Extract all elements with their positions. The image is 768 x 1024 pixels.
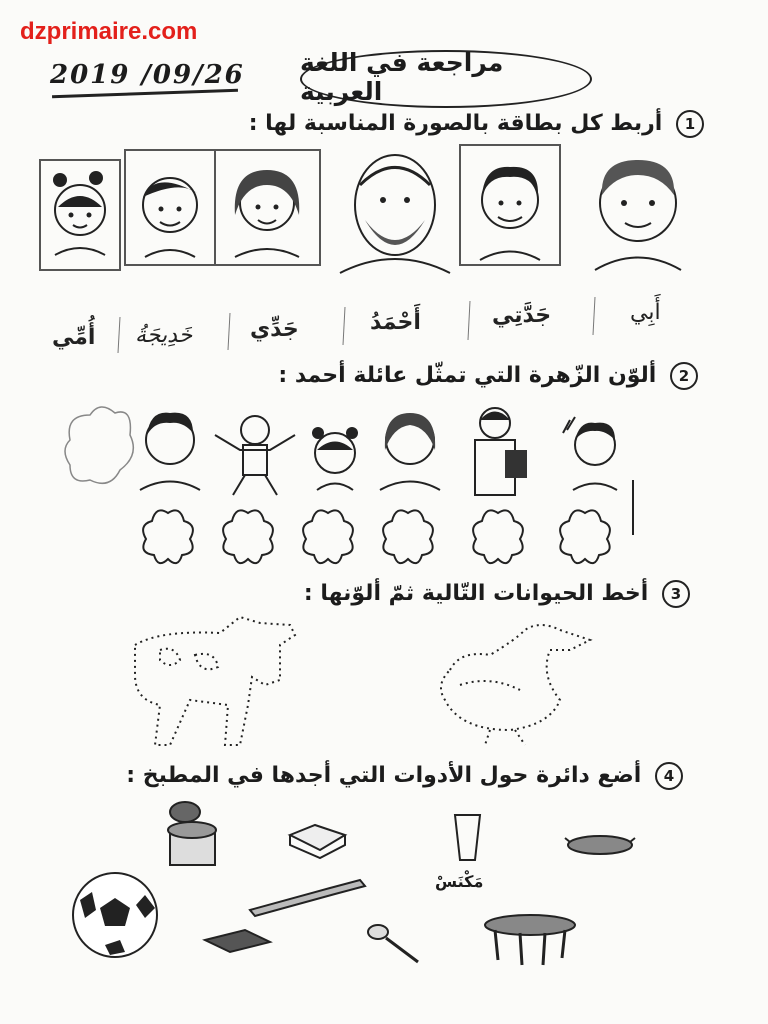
dotted-cow[interactable] [135,617,295,745]
knife[interactable] [250,880,365,916]
section-1-instruction: أربط كل بطاقة بالصورة المناسبة لها : [248,111,663,136]
flower-2 [223,510,273,563]
section-4-instruction: أضع دائرة حول الأدوات التي أجدها في المطبخ : [126,763,642,788]
book[interactable] [290,825,345,858]
worksheet-date: 2019 /09/26 [50,60,245,90]
name-card-1[interactable]: أُمِّي [52,325,96,350]
family-members-row [55,395,655,575]
section-4-heading [126,762,683,790]
portrait-father[interactable] [460,145,560,265]
portrait-girl[interactable] [40,160,120,270]
character-father [140,413,200,490]
dotted-duck[interactable] [441,625,590,745]
character-boy [563,417,617,490]
portrait-boy[interactable] [125,150,215,265]
section-1-number: 1 [676,110,704,138]
character-girl [312,427,358,490]
name-card-2[interactable]: خَدِيجَةُ [135,323,193,348]
kitchen-objects [60,800,700,970]
section-1-heading [249,110,704,138]
character-clown [215,416,295,495]
character-doctor [475,408,527,495]
glass[interactable] [455,815,480,860]
flower-5 [473,510,523,563]
section-2-heading [278,362,698,390]
section-3-number: 3 [662,580,690,608]
date-underline [52,89,238,98]
flower-6 [560,510,610,563]
pot[interactable] [168,802,216,865]
name-card-3[interactable]: جَدِّي [250,317,299,342]
notebook[interactable] [205,930,270,952]
family-portraits-row [40,145,690,275]
football[interactable] [73,873,157,957]
section-2-instruction: ألوّن الزّهرة التي تمثّل عائلة أحمد : [278,363,657,388]
section-3-instruction: أخط الحيوانات التّالية ثمّ ألوّنها : [303,581,649,606]
name-card-4[interactable]: أَحْمَدُ [370,310,421,335]
kitchen-item-caption: مَكْنَسْ [435,872,484,891]
portrait-grandmother[interactable] [595,160,681,270]
table[interactable] [485,915,575,965]
portrait-mother[interactable] [215,150,320,265]
dotted-animals [120,605,620,755]
flower-3 [303,510,353,563]
card-dividers [40,295,720,355]
plate[interactable] [565,836,635,854]
section-3-heading [304,580,690,608]
portrait-grandfather[interactable] [340,155,450,273]
doodle-cloud [65,407,133,483]
section-2-number: 2 [670,362,698,390]
worksheet-title: مراجعة في اللغة العربية [300,48,504,106]
flowers-row[interactable] [143,510,610,563]
name-cards-row [40,295,720,355]
section-4-number: 4 [655,762,683,790]
name-card-6[interactable]: أَبِي [630,300,661,325]
name-card-5[interactable]: جَدَّتِي [492,303,552,328]
watermark: dzprimaire.com [20,18,198,45]
spoon[interactable] [368,925,418,962]
flower-4 [383,510,433,563]
character-mother [380,413,440,490]
